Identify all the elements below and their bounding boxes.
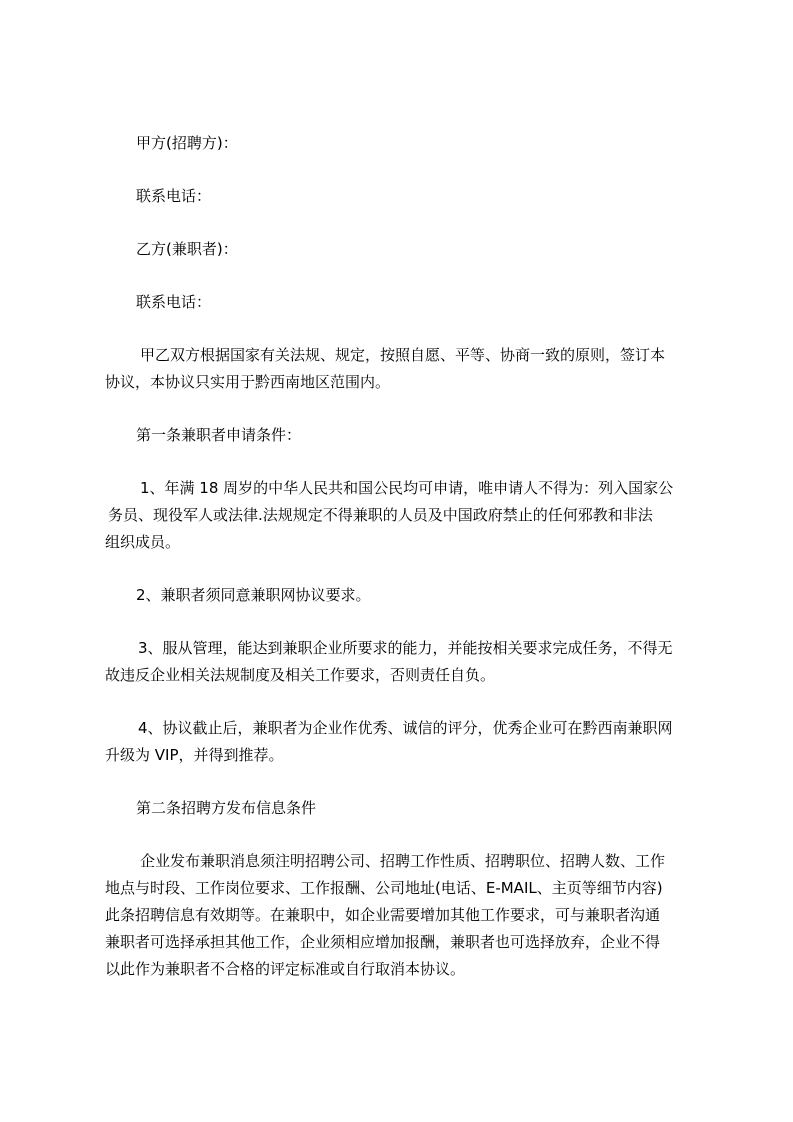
paragraph-line: 兼职者可选择承担其他工作，企业须相应增加报酬，兼职者也可选择放弃，企业不得 — [105, 933, 661, 951]
paragraph-line: 1、年满 18 周岁的中华人民共和国公民均可申请，唯申请人不得为：列入国家公 — [140, 479, 674, 497]
paragraph-line: 协议，本协议只实用于黔西南地区范围内。 — [105, 373, 391, 391]
paragraph-line: 4、协议截止后，兼职者为企业作优秀、诚信的评分，优秀企业可在黔西南兼职网 — [138, 719, 673, 737]
paragraph-line: 升级为 VIP，并得到推荐。 — [105, 746, 284, 764]
article-2-title: 第二条招聘方发布信息条件 — [136, 799, 317, 817]
article-1-title: 第一条兼职者申请条件： — [136, 426, 302, 444]
party-b-label: 乙方(兼职者)： — [136, 240, 238, 258]
paragraph-line: 务员、现役军人或法律.法规规定不得兼职的人员及中国政府禁止的任何邪教和非法 — [108, 506, 653, 524]
party-a-phone-label: 联系电话： — [136, 187, 212, 205]
paragraph-line: 3、服从管理，能达到兼职企业所要求的能力，并能按相关要求完成任务，不得无 — [138, 639, 673, 657]
paragraph-line: 甲乙双方根据国家有关法规、规定，按照自愿、平等、协商一致的原则，签订本 — [140, 346, 666, 364]
paragraph-line: 故违反企业相关法规制度及相关工作要求，否则责任自负。 — [105, 666, 496, 684]
paragraph-line: 企业发布兼职消息须注明招聘公司、招聘工作性质、招聘职位、招聘人数、工作 — [140, 852, 666, 870]
paragraph-line: 以此作为兼职者不合格的评定标准或自行取消本协议。 — [105, 960, 466, 978]
paragraph-line: 此条招聘信息有效期等。在兼职中，如企业需要增加其他工作要求，可与兼职者沟通 — [105, 906, 661, 924]
party-a-label: 甲方(招聘方)： — [136, 134, 238, 152]
article-1-item-2: 2、兼职者须同意兼职网协议要求。 — [136, 586, 371, 604]
party-b-phone-label: 联系电话： — [136, 293, 212, 311]
paragraph-line: 地点与时段、工作岗位要求、工作报酬、公司地址(电话、E-MAIL、主页等细节内容) — [105, 879, 663, 897]
paragraph-line: 组织成员。 — [105, 533, 181, 551]
